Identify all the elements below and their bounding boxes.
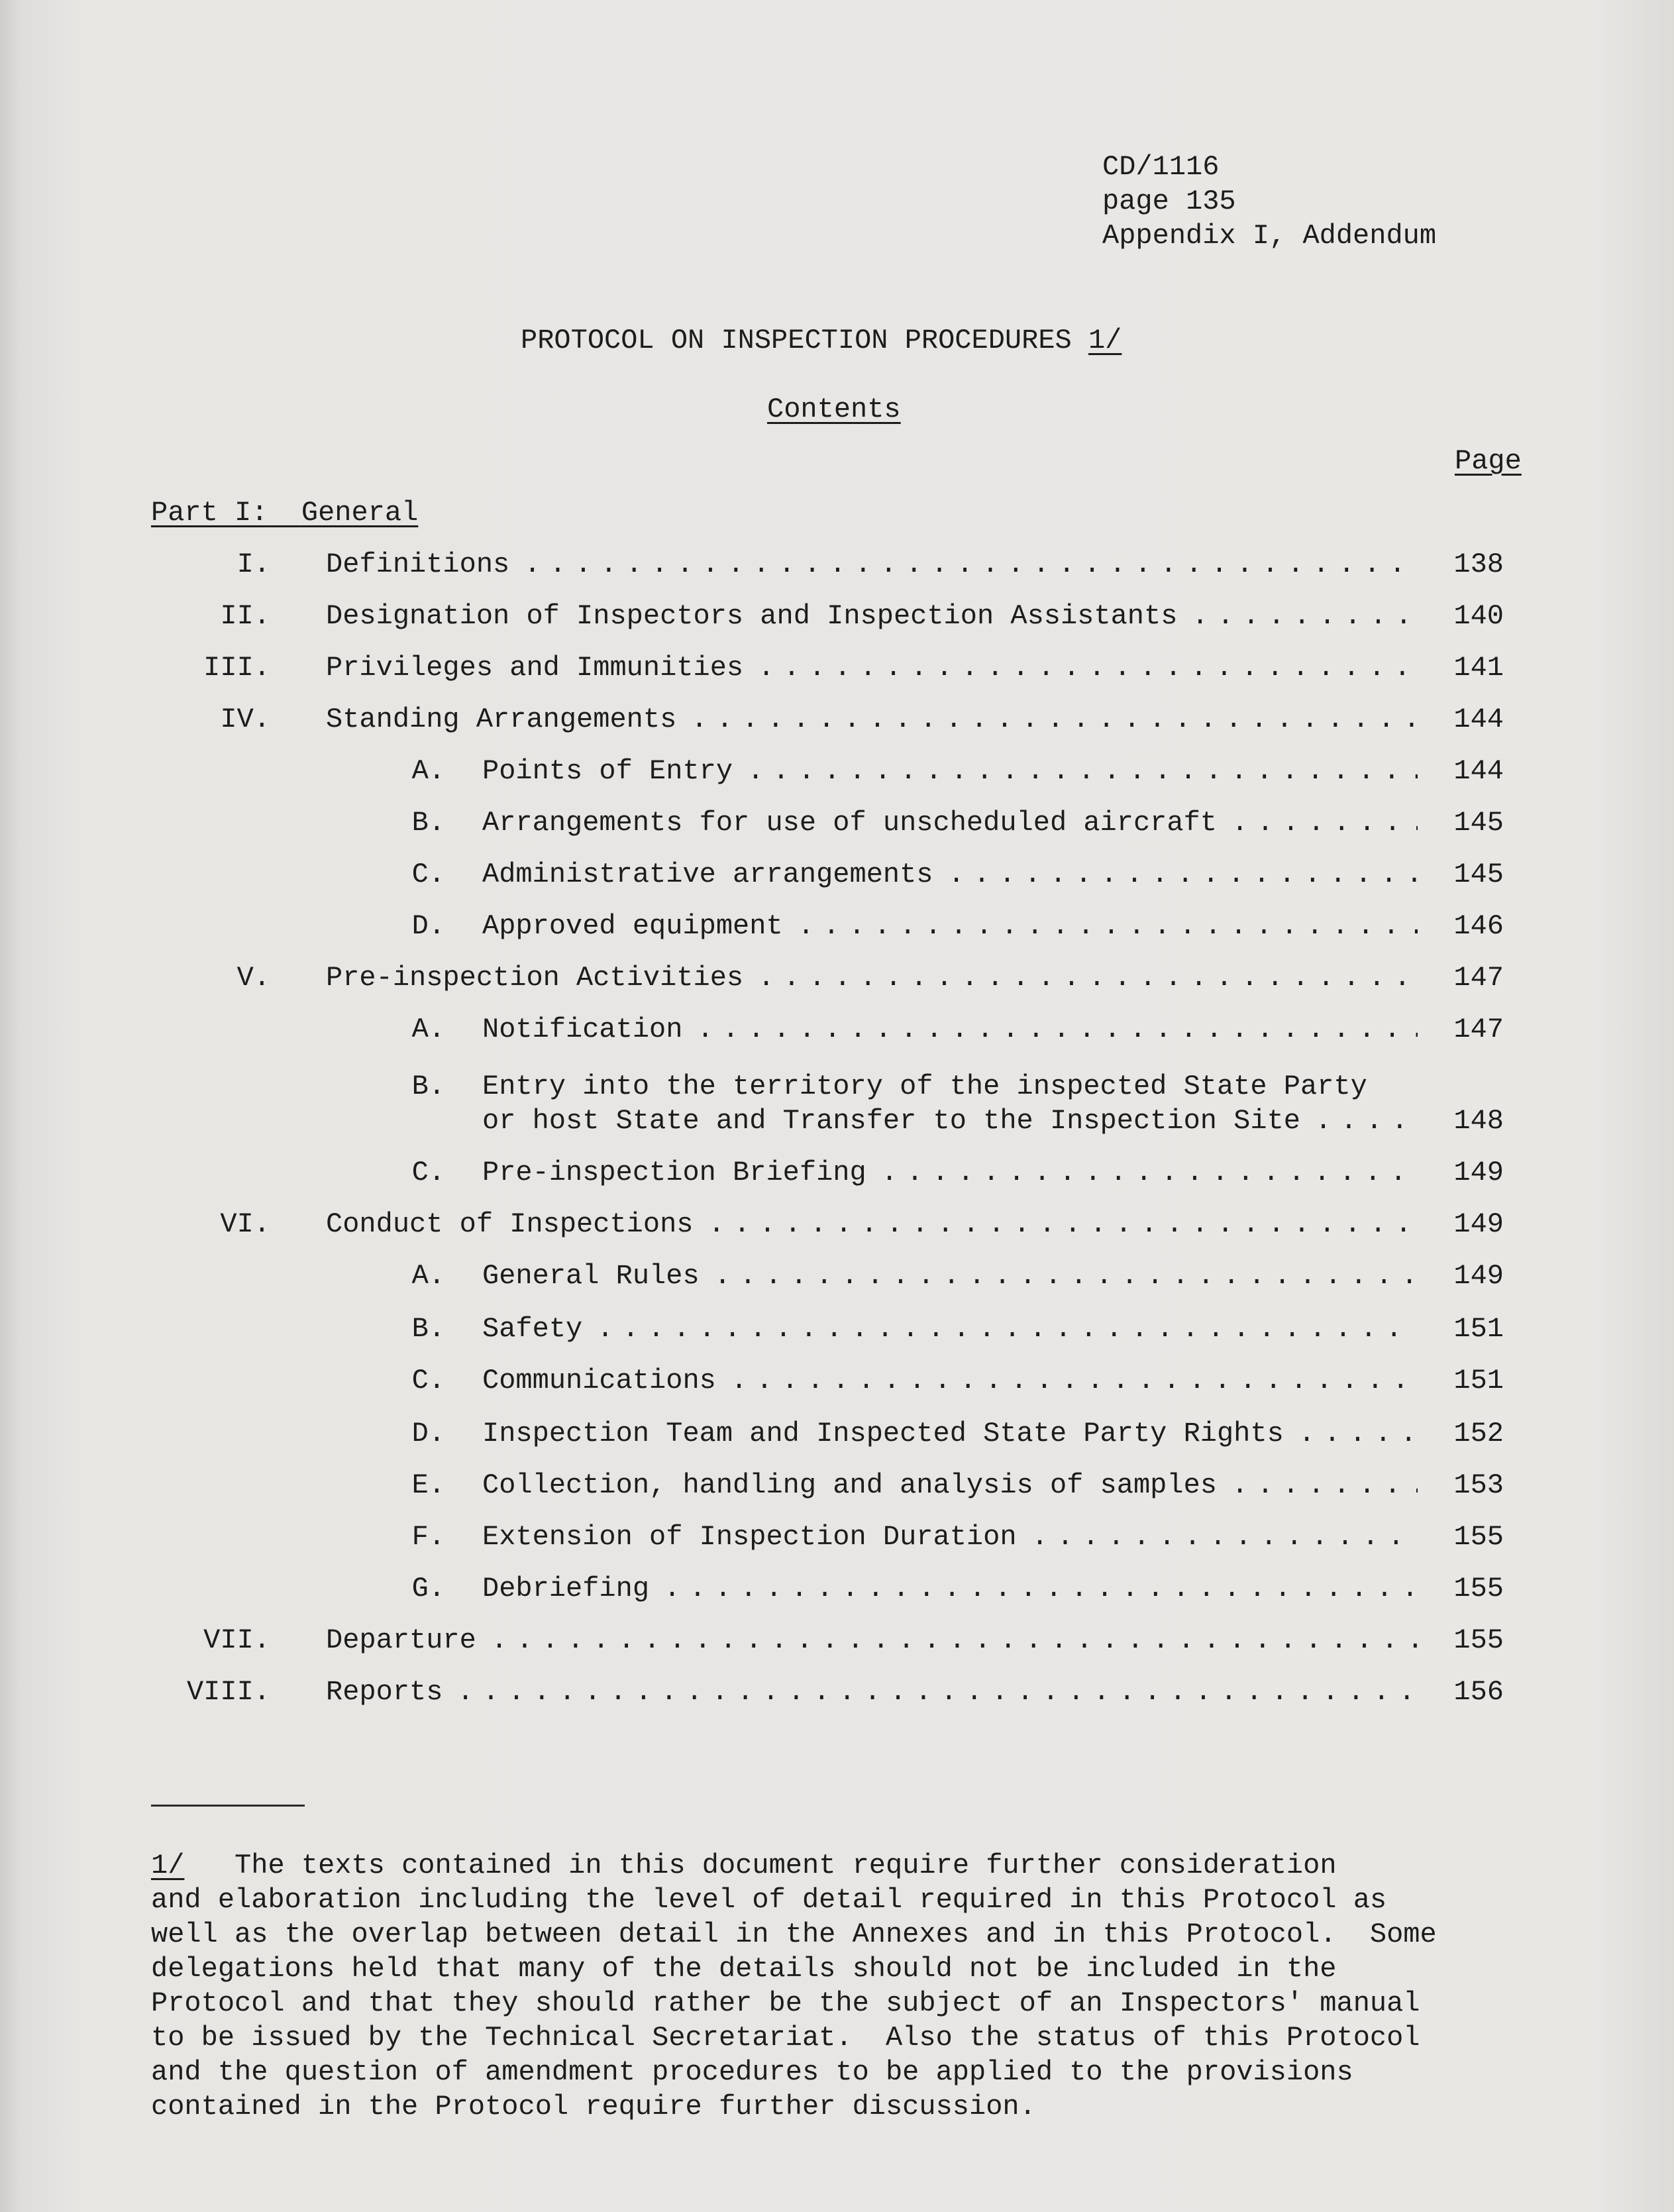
toc-label: Arrangements for use of unscheduled aircraft — [482, 807, 1217, 839]
toc-row — [0, 1312, 1674, 1346]
toc-leader-dots — [1231, 1468, 1418, 1502]
toc-page-number: 148 — [1453, 1105, 1504, 1137]
toc-page-number: 153 — [1453, 1469, 1504, 1501]
footnote — [151, 1848, 1437, 2124]
toc-leader-dots — [948, 857, 1418, 892]
toc-label: Points of Entry — [482, 755, 733, 787]
toc-leader-dots — [731, 1363, 1418, 1398]
toc-row — [0, 754, 1674, 788]
footnote-line: delegations held that many of the details should not be included in the — [151, 1953, 1337, 1985]
toc-number: II. — [220, 600, 270, 632]
toc-row — [0, 1468, 1674, 1502]
toc-leader-dots — [747, 754, 1418, 788]
toc-number: C. — [411, 1365, 445, 1396]
toc-label: Inspection Team and Inspected State Party Rights — [482, 1418, 1284, 1449]
toc-leader-dots — [524, 547, 1418, 582]
toc-label: General Rules — [482, 1260, 700, 1292]
toc-leader-dots — [1192, 599, 1418, 633]
part-label: Part I: — [151, 497, 268, 529]
toc-row — [0, 1259, 1674, 1293]
toc-number: VIII. — [186, 1676, 270, 1708]
toc-page-number: 149 — [1453, 1260, 1504, 1292]
toc-label: Pre-inspection Activities — [326, 962, 744, 994]
toc-label: Reports — [326, 1676, 443, 1708]
toc-label: Safety — [482, 1313, 583, 1345]
toc-number: D. — [411, 910, 445, 942]
toc-row — [0, 1104, 1674, 1138]
toc-row — [0, 961, 1674, 995]
toc-row — [0, 599, 1674, 633]
toc-label: Definitions — [326, 549, 510, 580]
toc-row-continued — [0, 1069, 1674, 1104]
toc-row — [0, 1520, 1674, 1554]
toc-row — [0, 806, 1674, 840]
toc-row — [0, 1012, 1674, 1047]
toc-number: B. — [411, 1313, 445, 1345]
toc-row — [0, 1207, 1674, 1241]
toc-number: A. — [411, 1260, 445, 1292]
footnote-separator — [151, 1805, 305, 1807]
toc-number: B. — [411, 807, 445, 839]
toc-label: Notification — [482, 1014, 683, 1045]
toc-page-number: 156 — [1453, 1676, 1504, 1708]
toc-row — [0, 1675, 1674, 1709]
toc-label: Designation of Inspectors and Inspection Assistants — [326, 600, 1178, 632]
toc-number: VII. — [203, 1624, 270, 1656]
toc-page-number: 155 — [1453, 1521, 1504, 1553]
appendix-reference: Appendix I, Addendum — [1102, 220, 1437, 252]
contents-heading: Contents — [767, 394, 901, 425]
toc-label: Pre-inspection Briefing — [482, 1157, 866, 1188]
toc-leader-dots — [881, 1155, 1418, 1190]
part-title: General — [301, 497, 419, 529]
toc-page-number: 140 — [1453, 600, 1504, 632]
toc-leader-dots — [664, 1571, 1418, 1606]
toc-number: III. — [203, 652, 270, 684]
toc-leader-dots — [691, 702, 1418, 737]
toc-number: E. — [411, 1469, 445, 1501]
toc-label: Privileges and Immunities — [326, 652, 744, 684]
toc-leader-dots — [597, 1312, 1418, 1346]
toc-row — [0, 1571, 1674, 1606]
toc-row — [0, 1416, 1674, 1451]
toc-leader-dots — [491, 1623, 1418, 1658]
toc-leader-dots — [708, 1207, 1418, 1241]
toc-label: Approved equipment — [482, 910, 783, 942]
footnote-line: to be issued by the Technical Secretariat. Also the status of this Protocol — [151, 2022, 1420, 2054]
toc-number: A. — [411, 755, 445, 787]
toc-leader-dots — [758, 651, 1418, 685]
toc-row — [0, 857, 1674, 892]
toc-leader-dots — [714, 1259, 1418, 1293]
toc-label: Conduct of Inspections — [326, 1208, 694, 1240]
toc-row — [0, 1155, 1674, 1190]
toc-page-number: 155 — [1453, 1573, 1504, 1605]
toc-leader-dots — [798, 909, 1418, 943]
toc-label: Departure — [326, 1624, 476, 1656]
footnote-line: The texts contained in this document require further consideration — [235, 1850, 1337, 1881]
footnote-line: contained in the Protocol require further discussion. — [151, 2091, 1036, 2123]
toc-number: B. — [411, 1071, 445, 1102]
toc-leader-dots — [1031, 1520, 1418, 1554]
toc-leader-dots — [1231, 806, 1418, 840]
toc-row — [0, 702, 1674, 737]
footnote-line: Protocol and that they should rather be the subject of an Inspectors' manual — [151, 1987, 1420, 2019]
toc-label: Standing Arrangements — [326, 704, 677, 735]
toc-number: I. — [236, 549, 270, 580]
toc-page-number: 152 — [1453, 1418, 1504, 1449]
toc-row — [0, 651, 1674, 685]
toc-page-number: 155 — [1453, 1624, 1504, 1656]
toc-row — [0, 547, 1674, 582]
toc-label: or host State and Transfer to the Inspection Site — [482, 1105, 1301, 1137]
footnote-marker: 1/ — [151, 1850, 185, 1881]
part-heading — [151, 496, 418, 530]
footnote-line: and elaboration including the level of detail required in this Protocol as — [151, 1884, 1387, 1916]
document-symbol: CD/1116 — [1102, 151, 1220, 183]
toc-page-number: 145 — [1453, 859, 1504, 890]
toc-page-number: 145 — [1453, 807, 1504, 839]
toc-number: IV. — [220, 704, 270, 735]
toc-number: C. — [411, 859, 445, 890]
page-reference: page 135 — [1102, 185, 1236, 217]
toc-leader-dots — [457, 1675, 1418, 1709]
toc-page-number: 151 — [1453, 1365, 1504, 1396]
toc-page-number: 149 — [1453, 1208, 1504, 1240]
toc-number: A. — [411, 1014, 445, 1045]
toc-label: Collection, handling and analysis of samples — [482, 1469, 1217, 1501]
toc-number: C. — [411, 1157, 445, 1188]
document-title — [521, 323, 1122, 358]
toc-page-number: 151 — [1453, 1313, 1504, 1345]
toc-leader-dots — [758, 961, 1418, 995]
toc-page-number: 138 — [1453, 549, 1504, 580]
toc-leader-dots — [1315, 1104, 1418, 1138]
toc-number: D. — [411, 1418, 445, 1449]
title-text: PROTOCOL ON INSPECTION PROCEDURES — [521, 325, 1072, 356]
toc-page-number: 149 — [1453, 1157, 1504, 1188]
toc-row — [0, 1623, 1674, 1658]
footnote-reference: 1/ — [1088, 325, 1122, 356]
toc-row — [0, 1363, 1674, 1398]
toc-page-number: 141 — [1453, 652, 1504, 684]
toc-leader-dots — [1298, 1416, 1418, 1451]
footnote-line: and the question of amendment procedures to be applied to the provisions — [151, 2056, 1353, 2088]
page-column-label: Page — [1455, 445, 1522, 477]
toc-page-number: 144 — [1453, 704, 1504, 735]
toc-number: VI. — [220, 1208, 270, 1240]
toc-leader-dots — [697, 1012, 1418, 1047]
toc-label: Communications — [482, 1365, 716, 1396]
toc-number: G. — [411, 1573, 445, 1605]
toc-number: F. — [411, 1521, 445, 1553]
footnote-line: well as the overlap between detail in the Annexes and in this Protocol. Some — [151, 1919, 1437, 1950]
toc-number: V. — [236, 962, 270, 994]
toc-page-number: 147 — [1453, 1014, 1504, 1045]
toc-page-number: 147 — [1453, 962, 1504, 994]
toc-label: Extension of Inspection Duration — [482, 1521, 1017, 1553]
toc-page-number: 144 — [1453, 755, 1504, 787]
toc-label-line: Entry into the territory of the inspected State Party — [482, 1071, 1367, 1102]
toc-label: Administrative arrangements — [482, 859, 933, 890]
toc-row — [0, 909, 1674, 943]
toc-page-number: 146 — [1453, 910, 1504, 942]
toc-label: Debriefing — [482, 1573, 650, 1605]
